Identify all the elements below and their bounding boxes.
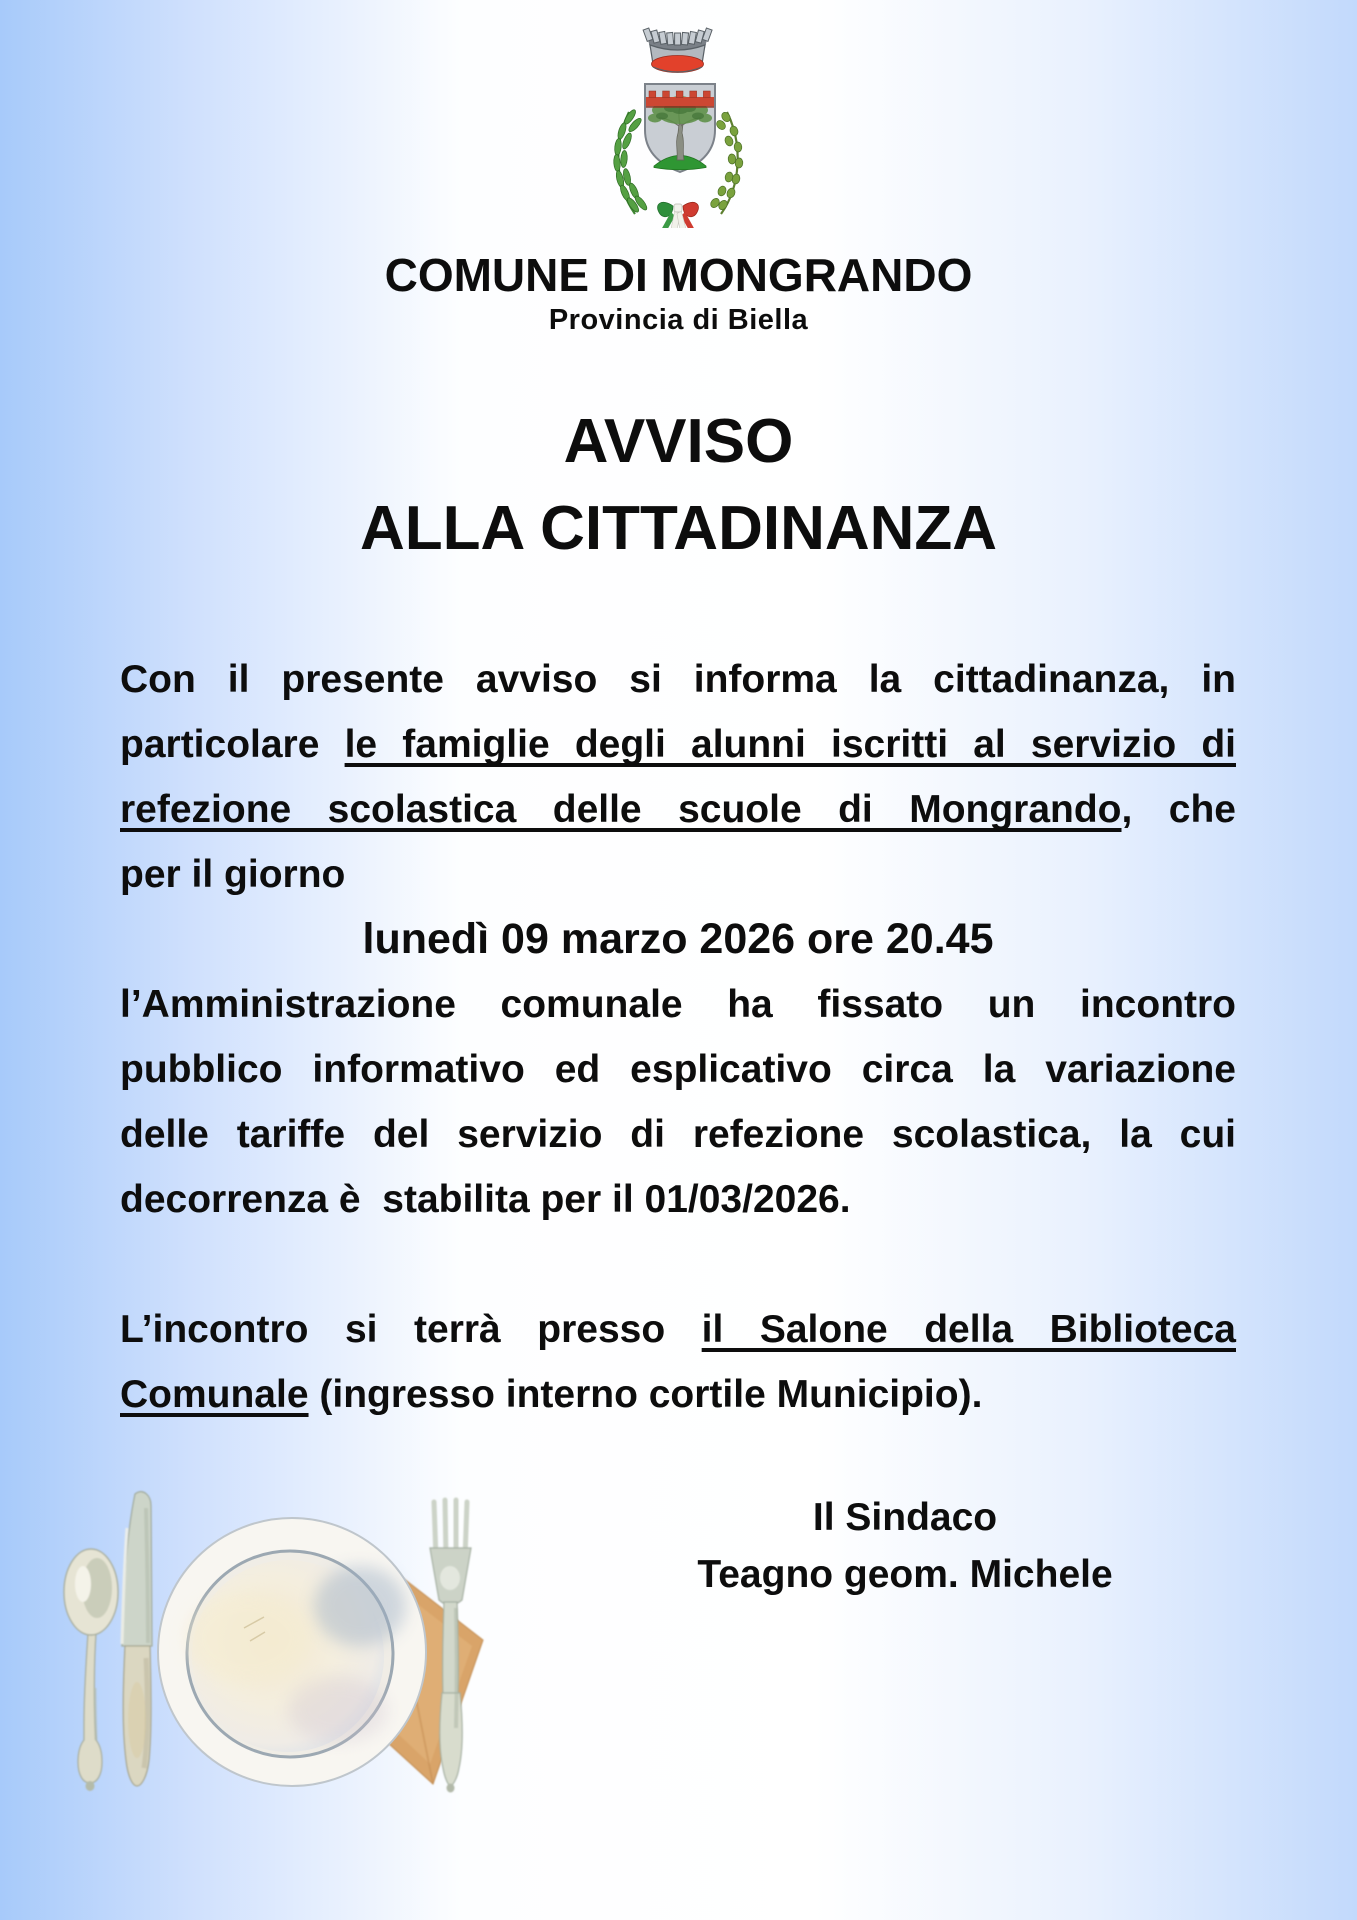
paragraph3-line2-underlined: Comunale	[120, 1373, 309, 1416]
blank-line	[120, 1232, 1236, 1297]
paragraph1-line3-plain: , che	[1121, 788, 1236, 831]
spoon	[64, 1549, 118, 1791]
signature-role: Il Sindaco	[812, 1496, 998, 1539]
paragraph1-line4: per il giorno	[120, 853, 346, 896]
notice-body	[120, 647, 1236, 1427]
paragraph1-line2-underlined: le famiglie degli alunni iscritti al servizio di	[344, 723, 1236, 766]
municipality-name: COMUNE DI MONGRANDO	[384, 249, 973, 301]
meeting-date-line: lunedì 09 marzo 2026 ore 20.45	[362, 915, 994, 963]
knife	[122, 1492, 152, 1786]
paragraph3-line2-plain: (ingresso interno cortile Municipio).	[319, 1373, 983, 1416]
paragraph2-line4: decorrenza è stabilita per il 01/03/2026.	[120, 1178, 851, 1221]
tricolor-ribbon-icon	[658, 202, 699, 228]
notice-title	[0, 398, 1357, 572]
signature-block	[655, 1489, 1155, 1603]
laurel-branch-icon	[613, 108, 649, 214]
paragraph2-line1: l’Amministrazione comunale ha fissato un incontro	[120, 983, 1236, 1026]
paragraph3-line1-underlined: il Salone della Biblioteca	[701, 1308, 1236, 1351]
paragraph3-line2	[120, 1362, 1236, 1427]
paragraph1-line2	[120, 712, 1236, 777]
paragraph3-line1	[120, 1297, 1236, 1362]
place-setting-illustration	[38, 1488, 498, 1820]
mural-crown	[643, 28, 712, 72]
paragraph2-line2: pubblico informativo ed esplicativo circa la variazione	[120, 1048, 1236, 1091]
paragraph1-line3	[120, 777, 1236, 842]
notice-title-line2: ALLA CITTADINANZA	[359, 494, 998, 563]
paragraph1-line1: Con il presente avviso si informa la cittadinanza, in	[120, 658, 1236, 701]
signature-name: Teagno geom. Michele	[697, 1553, 1113, 1596]
paragraph1-line2-plain: particolare	[120, 723, 320, 766]
shield	[645, 84, 715, 172]
paragraph2-line3: delle tariffe del servizio di refezione scolastica, la cui	[120, 1113, 1236, 1156]
municipal-coat-of-arms-icon	[605, 18, 751, 228]
province-name: Provincia di Biella	[548, 304, 809, 336]
notice-title-line1: AVVISO	[563, 407, 794, 476]
plate	[158, 1518, 426, 1786]
paragraph1-line3-underlined: refezione scolastica delle scuole di Mongrando	[120, 788, 1122, 831]
paragraph3-line1-plain: L’incontro si terrà presso	[120, 1308, 666, 1351]
